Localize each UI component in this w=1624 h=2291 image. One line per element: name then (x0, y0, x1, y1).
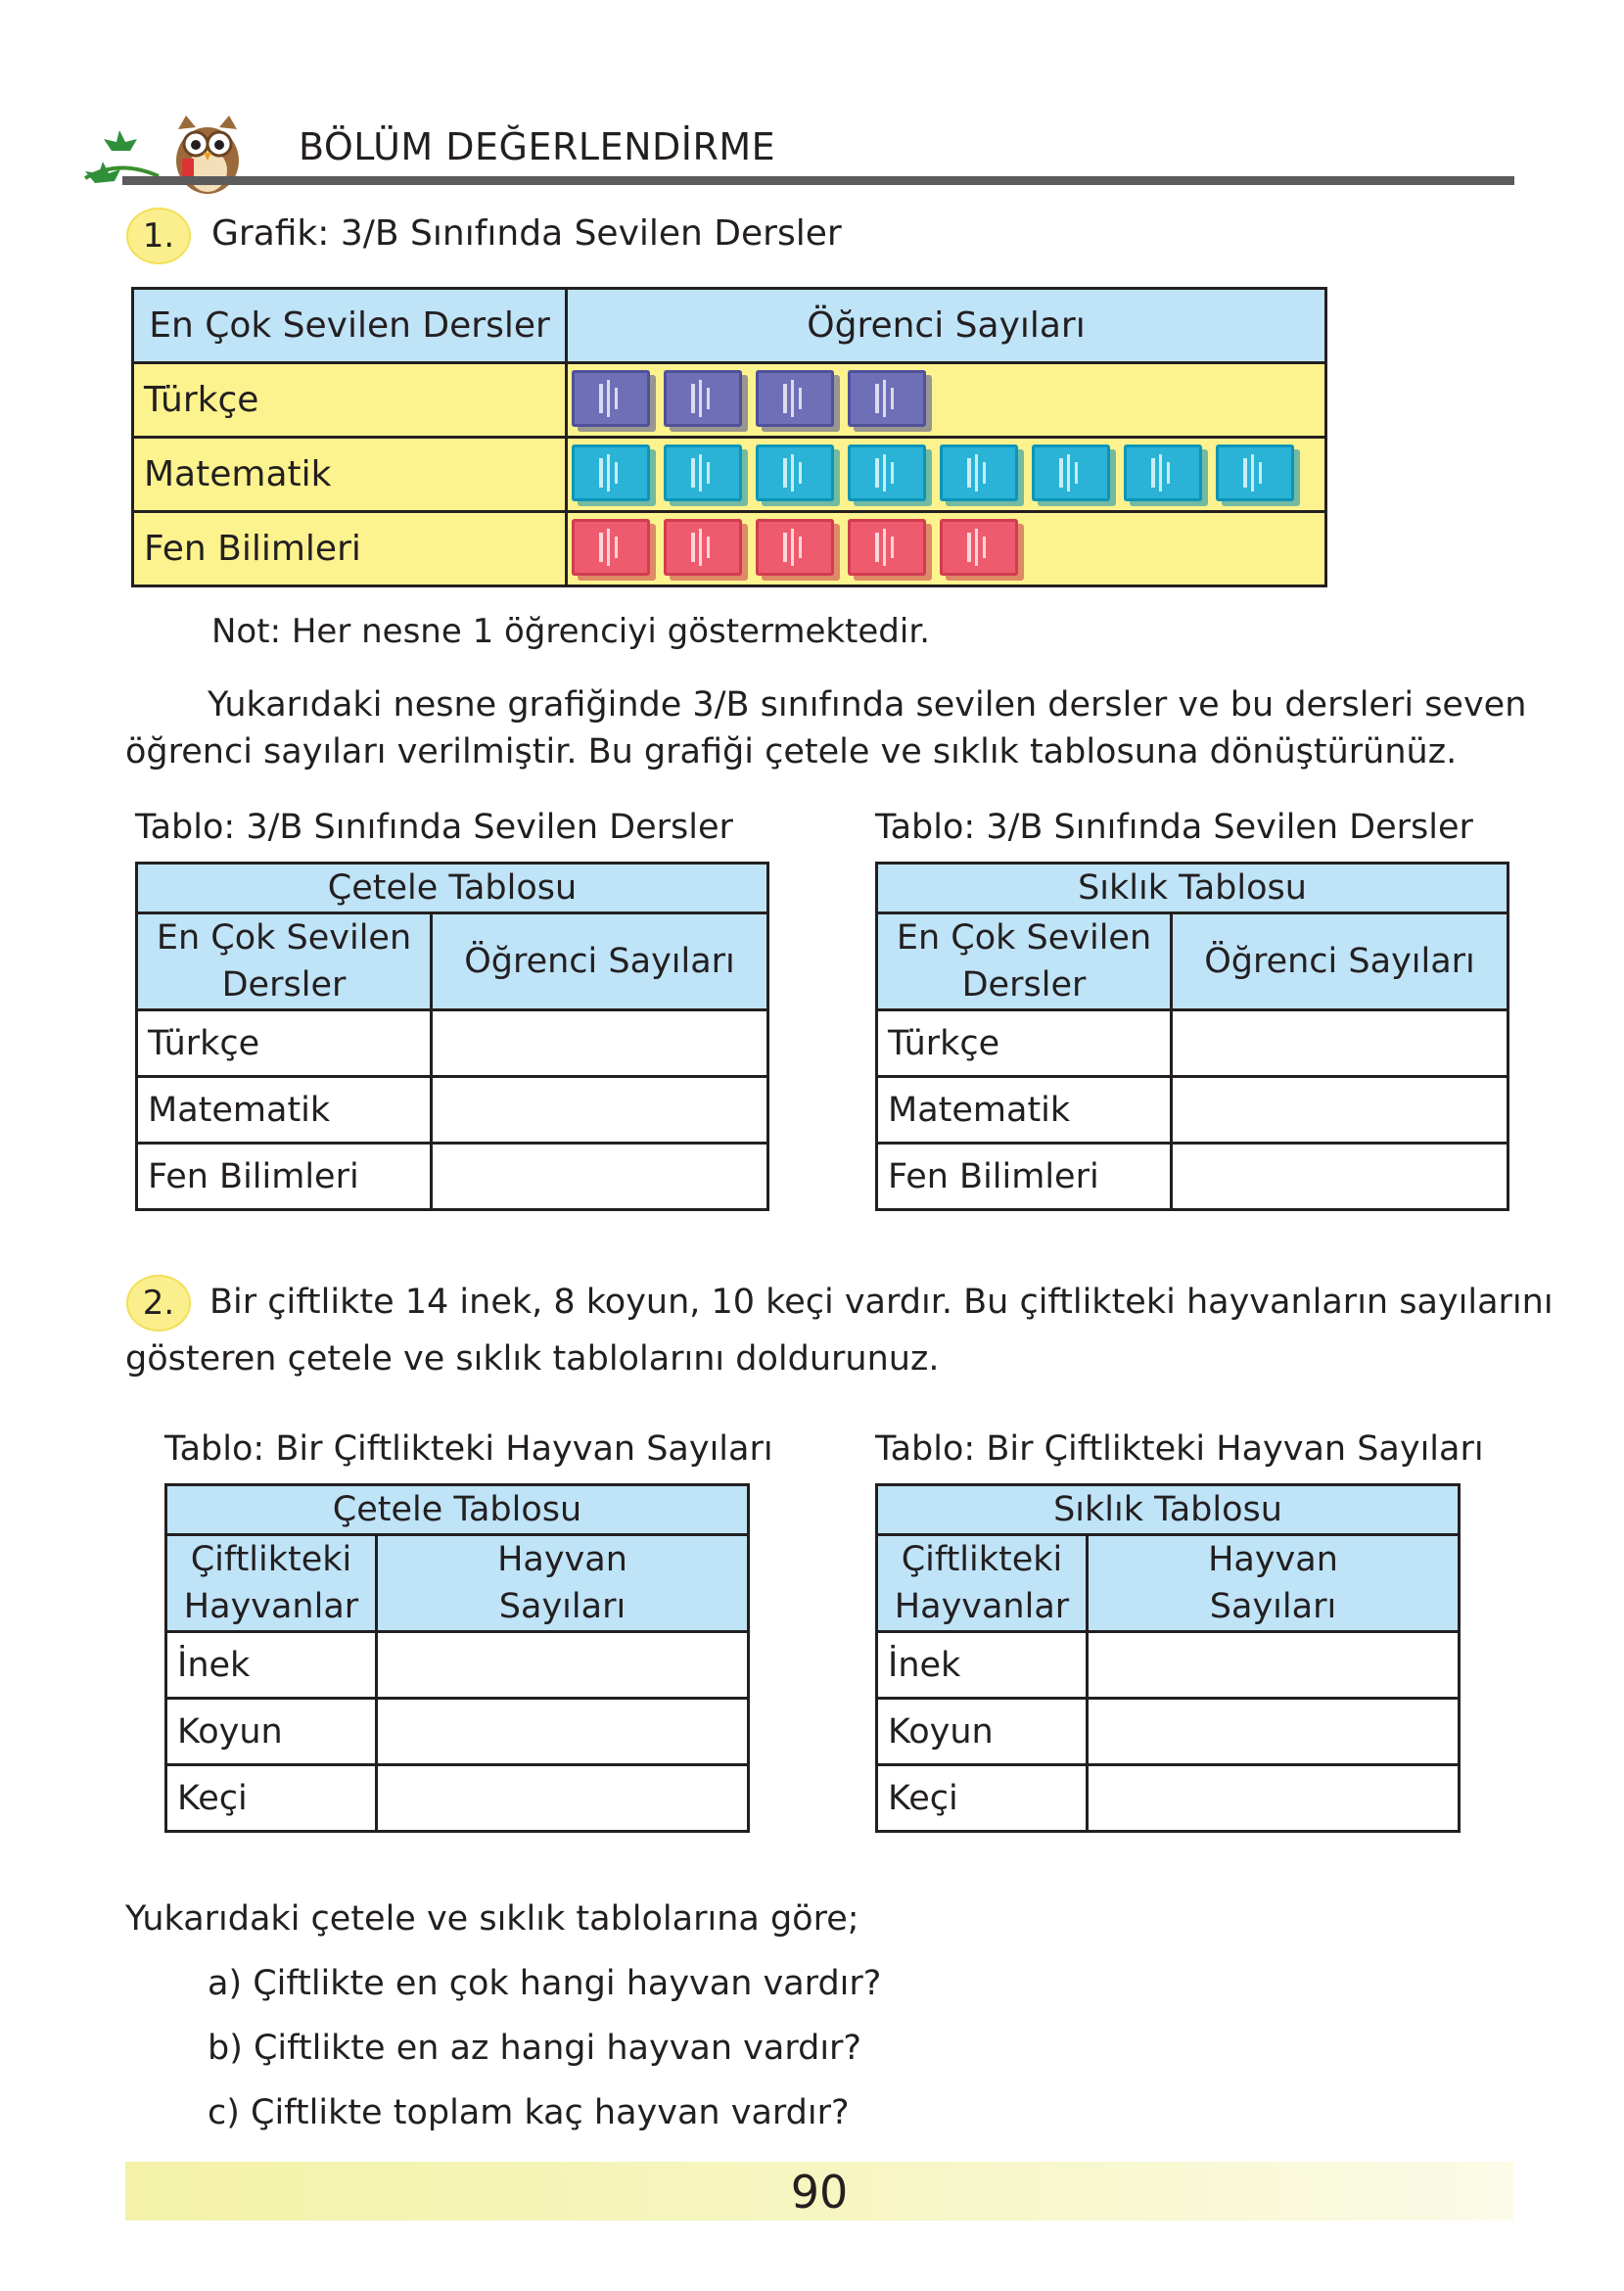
header-line: Hayvanlar (183, 1587, 359, 1626)
table-caption-title: Bir Çiftlikteki Hayvan Sayıları (986, 1429, 1484, 1469)
table-caption-title: Bir Çiftlikteki Hayvan Sayıları (275, 1429, 773, 1469)
table-row (137, 1144, 768, 1210)
q2-frequency-table (875, 1483, 1461, 1833)
pictograph-table (131, 287, 1327, 587)
q1-graph-title: 3/B Sınıfında Sevilen Dersler (340, 213, 842, 254)
question-number-badge-2: 2. (126, 1275, 191, 1332)
book-object-icon (1032, 444, 1116, 505)
row-label: Fen Bilimleri (877, 1144, 1172, 1210)
header-line: Çiftlikteki (190, 1540, 352, 1579)
pictograph-header-count: Öğrenci Sayıları (567, 289, 1326, 363)
book-object-icon (756, 444, 840, 505)
q1-note (211, 612, 930, 651)
pictograph-row-objects (567, 512, 1326, 586)
table-row (877, 1765, 1460, 1832)
pictograph-row-label: Fen Bilimleri (133, 512, 567, 586)
q2-question-b: b) Çiftlikte en az hangi hayvan vardır? (208, 2029, 862, 2068)
table-row (877, 1699, 1460, 1765)
pictograph-row-label: Türkçe (133, 363, 567, 438)
row-label: İnek (877, 1632, 1088, 1699)
frequency-header-subject (877, 913, 1172, 1010)
book-object-icon (572, 370, 656, 431)
frequency-header-animals (877, 1535, 1088, 1632)
table-caption-label: Tablo: (164, 1429, 265, 1469)
row-label: Matematik (137, 1077, 432, 1144)
header-line: Hayvanlar (894, 1587, 1070, 1626)
book-object-icon (756, 519, 840, 580)
q1-tally-table (135, 862, 769, 1211)
book-object-icon (664, 444, 748, 505)
q2-table-caption-right (875, 1429, 1484, 1469)
pictograph-header-subject: En Çok Sevilen Dersler (133, 289, 567, 363)
header-line: Sayıları (1209, 1587, 1337, 1626)
row-label: İnek (166, 1632, 377, 1699)
page-title: BÖLÜM DEĞERLENDİRME (299, 125, 776, 168)
table-caption-label: Tablo: (875, 1429, 976, 1469)
table-row (137, 1077, 768, 1144)
pictograph-row-label: Matematik (133, 438, 567, 512)
table-row (877, 1632, 1460, 1699)
q2-follow-up: Yukarıdaki çetele ve sıklık tablolarına göre; (125, 1899, 859, 1939)
book-object-icon (572, 444, 656, 505)
header-line: Dersler (221, 965, 347, 1005)
table-row (137, 1010, 768, 1077)
q2-text-line-2: gösteren çetele ve sıklık tablolarını doldurunuz. (125, 1339, 940, 1379)
q2-question-c: c) Çiftlikte toplam kaç hayvan vardır? (208, 2093, 850, 2132)
frequency-table-title: Sıklık Tablosu (877, 1485, 1460, 1535)
q1-instruction-line-1: Yukarıdaki nesne grafiğinde 3/B sınıfında sevilen dersler ve bu dersleri seven (208, 685, 1527, 725)
header-line: Hayvan (1208, 1540, 1338, 1579)
tally-header-count: Öğrenci Sayıları (432, 913, 768, 1010)
row-label: Türkçe (877, 1010, 1172, 1077)
table-row (166, 1765, 749, 1832)
row-label: Koyun (877, 1699, 1088, 1765)
header-divider (122, 176, 1514, 185)
tally-header-subject (137, 913, 432, 1010)
header-line: En Çok Sevilen (896, 918, 1152, 958)
book-object-icon (756, 370, 840, 431)
table-caption-title: 3/B Sınıfında Sevilen Dersler (986, 808, 1473, 847)
row-label: Koyun (166, 1699, 377, 1765)
row-label: Keçi (166, 1765, 377, 1832)
q2-question-a: a) Çiftlikte en çok hangi hayvan vardır? (208, 1964, 882, 2003)
question-number-badge-1: 1. (126, 208, 191, 264)
row-label: Matematik (877, 1077, 1172, 1144)
tally-header-animals (166, 1535, 377, 1632)
q2-tally-table (164, 1483, 750, 1833)
row-label: Keçi (877, 1765, 1088, 1832)
book-object-icon (664, 519, 748, 580)
q1-table-caption-right (875, 808, 1473, 847)
header-line: Dersler (961, 965, 1087, 1005)
q2-table-caption-left (164, 1429, 773, 1469)
pictograph-row-objects (567, 363, 1326, 438)
book-object-icon (848, 519, 932, 580)
header-line: Sayıları (498, 1587, 626, 1626)
row-label: Türkçe (137, 1010, 432, 1077)
q1-note-text: Her nesne 1 öğrenciyi göstermektedir. (291, 612, 931, 651)
book-object-icon (1216, 444, 1300, 505)
book-object-icon (1124, 444, 1208, 505)
answer-cell[interactable] (377, 1699, 749, 1765)
table-row (166, 1632, 749, 1699)
answer-cell[interactable] (432, 1077, 768, 1144)
frequency-table-title: Sıklık Tablosu (877, 864, 1508, 913)
answer-cell[interactable] (377, 1632, 749, 1699)
book-object-icon (940, 519, 1024, 580)
answer-cell[interactable] (1172, 1144, 1508, 1210)
q1-note-label: Not: (211, 612, 282, 651)
answer-cell[interactable] (432, 1144, 768, 1210)
table-caption-label: Tablo: (875, 808, 976, 847)
frequency-header-count (1088, 1535, 1460, 1632)
table-row (877, 1010, 1508, 1077)
table-row (133, 363, 1326, 438)
tally-table-title: Çetele Tablosu (137, 864, 768, 913)
answer-cell[interactable] (1172, 1077, 1508, 1144)
table-row (166, 1699, 749, 1765)
q1-instruction-line-2: öğrenci sayıları verilmiştir. Bu grafiği çetele ve sıklık tablosuna dönüştürünüz. (125, 732, 1458, 771)
q2-text-line-1: Bir çiftlikte 14 inek, 8 koyun, 10 keçi vardır. Bu çiftlikteki hayvanların sayılarını (209, 1283, 1554, 1322)
answer-cell[interactable] (432, 1010, 768, 1077)
answer-cell[interactable] (1088, 1632, 1460, 1699)
book-object-icon (664, 370, 748, 431)
table-caption-title: 3/B Sınıfında Sevilen Dersler (246, 808, 733, 847)
answer-cell[interactable] (1088, 1765, 1460, 1832)
row-label: Fen Bilimleri (137, 1144, 432, 1210)
book-object-icon (572, 519, 656, 580)
answer-cell[interactable] (1088, 1699, 1460, 1765)
pictograph-row-objects (567, 438, 1326, 512)
q1-table-caption-left (135, 808, 733, 847)
table-row (877, 1144, 1508, 1210)
table-row (133, 512, 1326, 586)
q1-graph-heading (211, 213, 842, 254)
table-row (877, 1077, 1508, 1144)
header-line: Hayvan (497, 1540, 627, 1579)
book-object-icon (940, 444, 1024, 505)
book-object-icon (848, 370, 932, 431)
answer-cell[interactable] (377, 1765, 749, 1832)
frequency-header-count: Öğrenci Sayıları (1172, 913, 1508, 1010)
q1-frequency-table (875, 862, 1509, 1211)
tally-header-count (377, 1535, 749, 1632)
q1-graph-label: Grafik: (211, 213, 330, 254)
header-line: Çiftlikteki (901, 1540, 1063, 1579)
table-caption-label: Tablo: (135, 808, 236, 847)
tally-table-title: Çetele Tablosu (166, 1485, 749, 1535)
book-object-icon (848, 444, 932, 505)
page-number: 90 (790, 2166, 849, 2219)
answer-cell[interactable] (1172, 1010, 1508, 1077)
table-row (133, 438, 1326, 512)
header-line: En Çok Sevilen (156, 918, 412, 958)
